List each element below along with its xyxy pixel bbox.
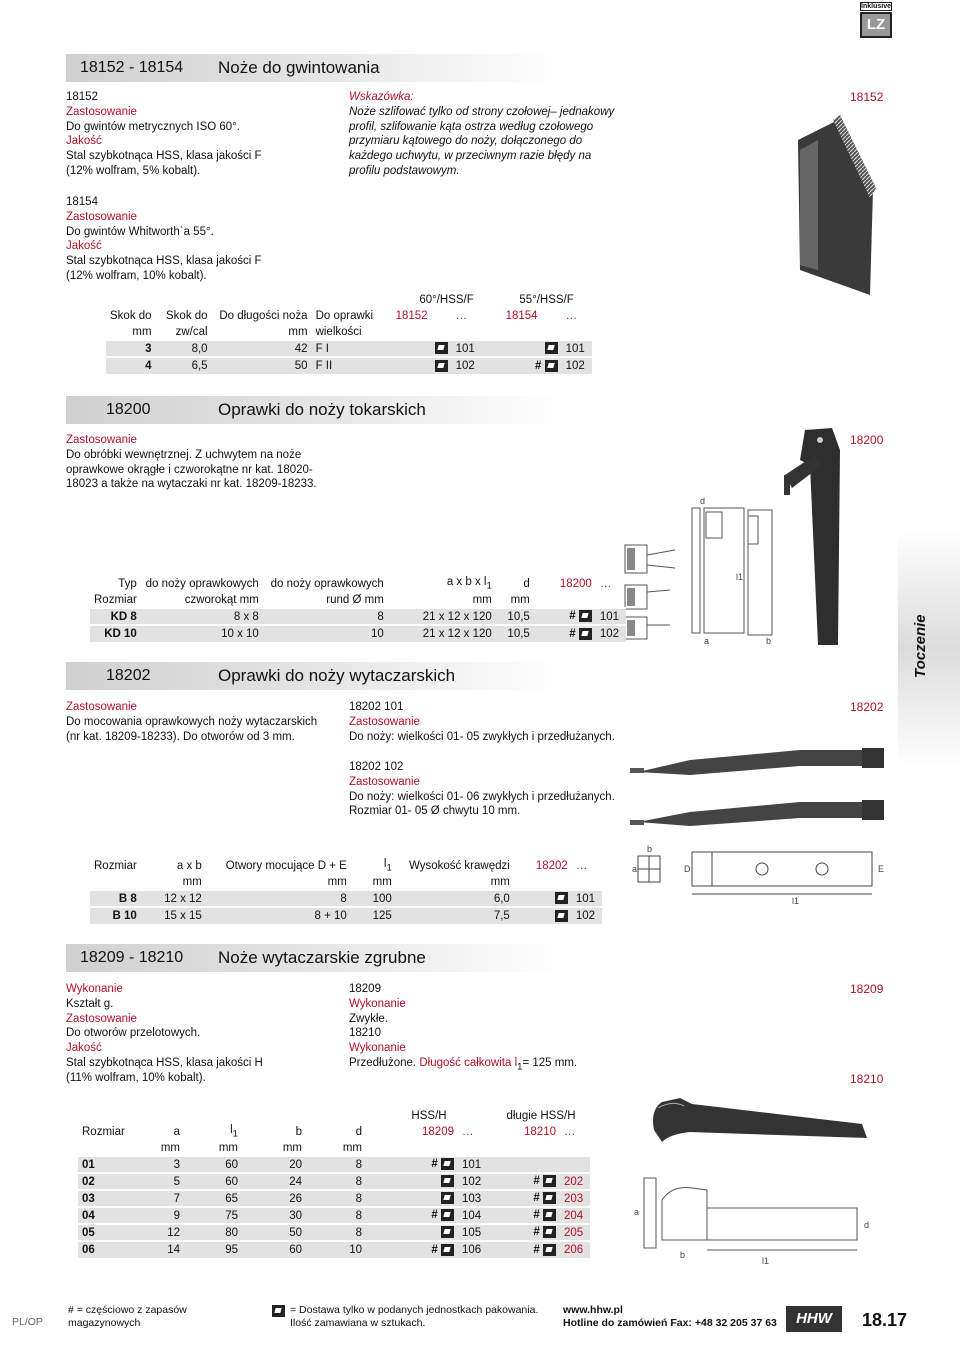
cell: 42 [212,340,312,357]
section-title: Oprawki do noży tokarskich [218,400,426,419]
text-line: (12% wolfram, 10% kobalt). [66,269,207,282]
packaging-icon [555,892,568,904]
article-no: 101 [572,890,602,907]
article-no: 101 [596,608,626,625]
dim-label: E [878,864,885,874]
text-line: Zastosowanie [66,701,137,713]
col-unit: mm [132,325,152,338]
group-header: HSS/H [411,1110,447,1122]
col-header: Typ [118,578,137,590]
language-code: PL/OP [12,1316,43,1328]
legend-stock [68,1304,187,1329]
col-header: Skok do [166,310,208,322]
col-unit: mm [160,1141,180,1154]
cell: 02 [78,1173,148,1190]
text-line: Zastosowanie [66,434,137,446]
article-no: 202 [560,1173,590,1190]
cell: 8 [306,1190,366,1207]
cell: 8 [306,1224,366,1241]
cell: 8 [306,1207,366,1224]
s1-left-text [66,90,262,179]
cell: B 8 [90,890,141,907]
cell: 7 [148,1190,184,1207]
cell: 125 [351,907,396,924]
col-header: Rozmiar [82,1126,125,1138]
table-row [78,1207,590,1224]
cell: 05 [78,1224,148,1241]
group-header: 60°/HSS/F [419,294,474,306]
packaging-icon [579,610,592,622]
cell: 21 x 12 x 120 [388,625,496,642]
col-header: 18154 [505,310,538,322]
col-header: d [523,578,530,590]
article-no: 102 [572,907,602,924]
cell: 8 [206,890,351,907]
section-number: 18152 - 18154 [80,59,184,76]
col-header: d [355,1126,362,1138]
s4-left-text [66,982,263,1086]
stock-mark: # [533,1175,540,1188]
text-part: Długość całkowita l [419,1056,518,1069]
article-no: 105 [458,1224,492,1241]
text-line: Stal szybkotnąca HSS, klasa jakości F [66,150,262,163]
section-title: Oprawki do noży wytaczarskich [218,666,456,685]
col-unit: rund Ø mm [326,593,384,606]
table-row [106,357,592,374]
cell: 12 x 12 [141,890,206,907]
col-header: … [565,310,578,322]
text-line: Przedłużone. Długość całkowita $l_1= 125$ mm. [349,1056,578,1073]
text-line: oprawkowe okrągłe i czworokątne nr kat. 18020- [66,463,313,476]
article-no: 102 [596,625,626,642]
s4-table: HSS/H długie HSS/H Rozmiar a $l_1$ b d 18209 … 18210 … mm mm mm mm 01 3 60 20 8 # 101 02 5 60 24 8 102 # 202 03 7 65 26 8 103 # 203 04 9 75 30 8 # 104 # 204 05 12 80 50 8 105 # 205 06 14 95 60 10 # 106 # 206 [78,1108,590,1258]
cell: 60 [242,1241,306,1258]
dim-label: a [634,1207,640,1217]
website-link[interactable]: www.hhw.pl [563,1304,623,1316]
col-unit: czworokąt mm [184,593,259,606]
text-line: Noże szlifować tylko od strony czołowej– jednakowy [349,105,615,118]
text-line: każdego uchwytu, w przeciwnym razie błędy na [349,150,592,163]
col-unit: mm [472,593,492,606]
packaging-icon [435,342,448,354]
packaging-icon [543,1209,556,1221]
text-line: Jakość [66,1042,102,1055]
cell: 24 [242,1173,306,1190]
col-unit: mm [372,875,392,888]
text-line: 18202 102 [349,761,404,773]
cell: 20 [242,1156,306,1173]
hotline: Hotline do zamówień Fax: +48 32 205 37 63 [563,1316,777,1329]
dim-label: b [766,636,772,646]
article-no: 102 [562,357,592,374]
text-line: przymiaru kątowego do noży, dołączonego do [349,135,583,148]
text-line: Zastosowanie [66,210,137,223]
text-line: Rozmiar 01- 05 Ø chwytu 10 mm. [349,805,521,818]
dim-label: b [647,844,653,854]
stock-mark: # [533,1209,540,1222]
cell: 10,5 [496,608,534,625]
stock-mark: # [569,628,576,641]
text-line: Zastosowanie [66,1012,137,1025]
col-header: do noży oprawkowych [145,578,259,590]
col-header: Skok do [110,310,152,322]
table-row [78,1156,590,1173]
text-line: Do noży: wielkości 01- 05 zwykłych i przedłużanych. [349,730,615,743]
s2-text [66,433,317,492]
table-row [90,608,626,625]
section-header-18152 [66,54,892,82]
catalog-ref: 18202 [850,700,884,714]
dim-label: D [684,864,691,874]
inklusive-logo [860,2,892,40]
col-header: … [564,1126,576,1138]
col-header: 18209 [422,1126,454,1138]
table-row [90,890,602,907]
col-unit: wielkości [315,325,362,338]
col-header: … [599,578,612,590]
cell: 3 [148,1156,184,1173]
article-no: 206 [560,1241,590,1258]
col-header: a x b x l [446,576,487,589]
text-line: (12% wolfram, 5% kobalt). [66,164,201,177]
s1-left-text-2 [66,195,262,284]
stock-mark: # [533,1244,540,1257]
cell: 14 [148,1241,184,1258]
brand-logo: HHW [786,1306,842,1332]
cell: 8 [306,1156,366,1173]
cell: 21 x 12 x 120 [388,608,496,625]
article-no: 101 [452,340,502,357]
col-header: 18200 [559,578,592,590]
cell: 60 [184,1173,242,1190]
text-line: profil, szlifowanie kąta ostrza według czołowego [349,120,594,133]
text-line: Do mocowania oprawkowych noży wytaczarskich [66,715,318,728]
text-line: Jakość [66,135,102,148]
section-title: Noże wytaczarskie zgrubne [218,948,426,967]
dim-label: d [700,496,706,506]
packaging-icon [435,360,448,372]
text-line: 18023 a także na wytaczaki nr kat. 18209-18233. [66,478,317,491]
lz-mark: LZ [860,12,892,38]
text-line: Do gwintów Whitworth`a 55°. [66,225,214,238]
col-unit: mm [327,875,347,888]
table-row [90,625,626,642]
table-row [106,340,592,357]
cell: 7,5 [396,907,514,924]
col-header: 18210 [524,1126,556,1138]
cell: 8 [263,608,388,625]
cell: 8 + 10 [206,907,351,924]
s3-right-text-1 [349,700,615,744]
section-header-18209 [66,944,892,972]
article-no: 102 [452,357,502,374]
text-line: Do otworów przelotowych. [66,1027,201,1040]
cell: 8 x 8 [141,608,263,625]
stock-mark: # [533,1226,540,1239]
stock-mark: # [534,360,542,373]
packaging-legend-icon [272,1305,285,1317]
packaging-icon [441,1244,454,1256]
text-part: = 125 mm. [522,1056,578,1069]
packaging-icon [441,1226,454,1238]
col-header: Otwory mocujące D + E [225,860,347,872]
contact [563,1304,777,1329]
s1-hint [349,90,614,179]
cell: 06 [78,1241,148,1258]
text-line: Zastosowanie [66,105,137,118]
col-header: 18152 [395,310,428,322]
section-number: 18202 [106,667,151,684]
cell: 80 [184,1224,242,1241]
text-line: 18202 101 [349,701,404,713]
cell: 01 [78,1156,148,1173]
section-number: 18209 - 18210 [80,949,184,966]
cell: 50 [242,1224,306,1241]
cell: 3 [106,340,156,357]
packaging-icon [543,1244,556,1256]
col-header: l [383,858,387,871]
packaging-icon [545,342,558,354]
legend-line: magazynowych [68,1316,141,1329]
cell: 75 [184,1207,242,1224]
section-title: Noże do gwintowania [218,58,380,77]
col-header: a [173,1126,180,1138]
stock-mark: # [431,1209,438,1222]
packaging-icon [441,1209,454,1221]
article-no: 203 [560,1190,590,1207]
cell: F I [312,340,392,357]
text-line: Zastosowanie [349,715,420,728]
s3-right-text-2 [349,760,615,819]
packaging-icon [543,1192,556,1204]
stock-mark: # [569,610,576,623]
table-row [90,907,602,924]
cell: 95 [184,1241,242,1258]
legend-packaging [290,1304,538,1329]
s4-right-text [349,982,577,1075]
side-tab [898,528,960,768]
cell: 10 x 10 [141,625,263,642]
article-no: 101 [562,340,592,357]
cell: 03 [78,1190,148,1207]
text-line: 18209 [349,983,381,995]
table-row [78,1173,590,1190]
text-line: Kształt g. [66,997,114,1010]
col-unit: zw/cal [175,325,208,338]
dim-label: a [632,864,638,874]
col-header: b [295,1126,302,1138]
text-line: Do gwintów metrycznych ISO 60°. [66,120,240,133]
text-line: 18210 [349,1027,381,1040]
hint-label: Wskazówka: [349,91,414,103]
cell: 04 [78,1207,148,1224]
legend-line: Ilość zamawiana w sztukach. [290,1316,426,1329]
cell: 5 [148,1173,184,1190]
text-line: Stal szybkotnąca HSS, klasa jakości F [66,255,262,268]
article-no: 106 [458,1241,492,1258]
catalog-ref: 18209 [850,982,884,996]
cell: 60 [184,1156,242,1173]
packaging-icon [543,1175,556,1187]
boring-tool-image [632,1090,872,1270]
col-unit: mm [288,325,308,338]
text-line: (11% wolfram, 10% kobalt). [66,1071,206,1084]
article-no: 104 [458,1207,492,1224]
thread-chaser-image [778,100,878,300]
article-no: 101 [458,1156,492,1173]
cell: 8 [306,1173,366,1190]
text-line: Do noży: wielkości 01- 06 zwykłych i przedłużanych. [349,790,615,803]
text-line: (nr kat. 18209-18233). Do otworów od 3 mm. [66,730,295,743]
packaging-icon [441,1175,454,1187]
group-header: długie HSS/H [506,1110,576,1122]
col-unit: mm [490,875,510,888]
s1-table [106,292,592,374]
col-header: … [462,1126,474,1138]
text-line: Stal szybkotnąca HSS, klasa jakości H [66,1056,263,1069]
col-unit: mm [282,1141,302,1154]
text-line: Do obróbki wewnętrznej. Z uchwytem na noże [66,448,302,461]
col-unit: mm [182,875,202,888]
cell: 8,0 [156,340,212,357]
cell: 100 [351,890,396,907]
col-unit: Rozmiar [94,593,137,606]
packaging-icon [555,910,568,922]
text-line: Wykonanie [66,983,123,995]
section-header-18202 [66,662,892,690]
text-line: profilu podstawowym. [349,164,460,177]
col-header: Do długości noża [219,310,308,322]
table-row [78,1224,590,1241]
packaging-icon [543,1226,556,1238]
legend-line: = Dostawa tylko w podanych jednostkach pakowania. [290,1304,539,1316]
text-line: Zastosowanie [349,775,420,788]
boring-holder-image [630,730,890,840]
catalog-ref: 18210 [850,1072,884,1086]
stock-mark: # [431,1158,438,1171]
tool-holder-drawing [600,420,850,650]
article-no: 103 [458,1190,492,1207]
article-no: 205 [560,1224,590,1241]
cell: KD 10 [90,625,141,642]
page-number: 18.17 [862,1310,908,1330]
text-part: Przedłużone. [349,1056,420,1069]
text-line: Jakość [66,240,102,253]
text-line: Zwykłe. [349,1012,388,1025]
text-line: 18154 [66,196,98,208]
cell: 4 [106,357,156,374]
packaging-icon [441,1192,454,1204]
article-no: 204 [560,1207,590,1224]
col-header: a x b [176,860,202,872]
cell: 15 x 15 [141,907,206,924]
group-header: 55°/HSS/F [519,294,574,306]
section-number: 18200 [106,401,151,418]
cell: F II [312,357,392,374]
catalog-ref: 18152 [850,90,884,104]
cell: 26 [242,1190,306,1207]
s2-table: Typ do noży oprawkowych do noży oprawkowych a x b x $l_1$ d 18200 … Rozmiar czworokąt mm rund Ø mm mm mm KD 8 8 x 8 8 21 x 12 x 120 10,5 # 101 KD 10 10 x 10 10 21 x 12 x 120 10,5 # 102 [90,576,626,642]
cell: 10 [263,625,388,642]
cell: 6,0 [396,890,514,907]
dim-label: d [864,1220,870,1230]
col-header: … [575,860,588,872]
col-header: do noży oprawkowych [270,578,384,590]
col-header: … [455,310,468,322]
col-unit: mm [510,593,530,606]
s3-left-text [66,700,317,744]
cell: 30 [242,1207,306,1224]
table-row [78,1241,590,1258]
col-unit: mm [342,1141,362,1154]
inklusive-label: Inklusive [861,3,891,10]
dim-label: l1 [762,1256,770,1266]
dim-label: l1 [736,572,744,582]
text-line: Wykonanie [349,997,406,1010]
cell: 65 [184,1190,242,1207]
dim-label: b [680,1250,686,1260]
legend-line: # = częściowo z zapasów [68,1304,187,1316]
article-no: 102 [458,1173,492,1190]
dim-label: a [704,636,710,646]
packaging-icon [545,360,558,372]
stock-mark: # [533,1192,540,1205]
col-unit: mm [218,1141,238,1154]
catalog-ref: 18200 [850,433,884,447]
cell: 12 [148,1224,184,1241]
packaging-icon [272,1305,285,1317]
col-header: 18202 [535,860,568,872]
cell: B 10 [90,907,141,924]
cell: 10,5 [496,625,534,642]
cell: 6,5 [156,357,212,374]
side-tab-label: Toczenie [912,614,929,678]
col-header: l [230,1124,233,1137]
col-header: Do oprawki [315,310,374,322]
cell: 50 [212,357,312,374]
table-row [78,1190,590,1207]
text-line: Wykonanie [349,1042,406,1055]
cell: 10 [306,1241,366,1258]
cell: 9 [148,1207,184,1224]
text-line: 18152 [66,91,98,103]
s3-table: Rozmiar a x b Otwory mocujące D + E $l_1$ Wysokość krawędzi 18202 … mm mm mm mm B 8 12 x 12 8 100 6,0 101 B 10 15 x 15 8 + 10 125 7,5 102 [90,858,602,924]
packaging-icon [441,1158,454,1170]
packaging-icon [579,628,592,640]
col-header: Rozmiar [94,860,137,872]
dim-label: l1 [792,896,800,906]
stock-mark: # [431,1244,438,1257]
col-header: Wysokość krawędzi [408,860,510,872]
cell: KD 8 [90,608,141,625]
holder-technical-drawing [622,842,892,912]
